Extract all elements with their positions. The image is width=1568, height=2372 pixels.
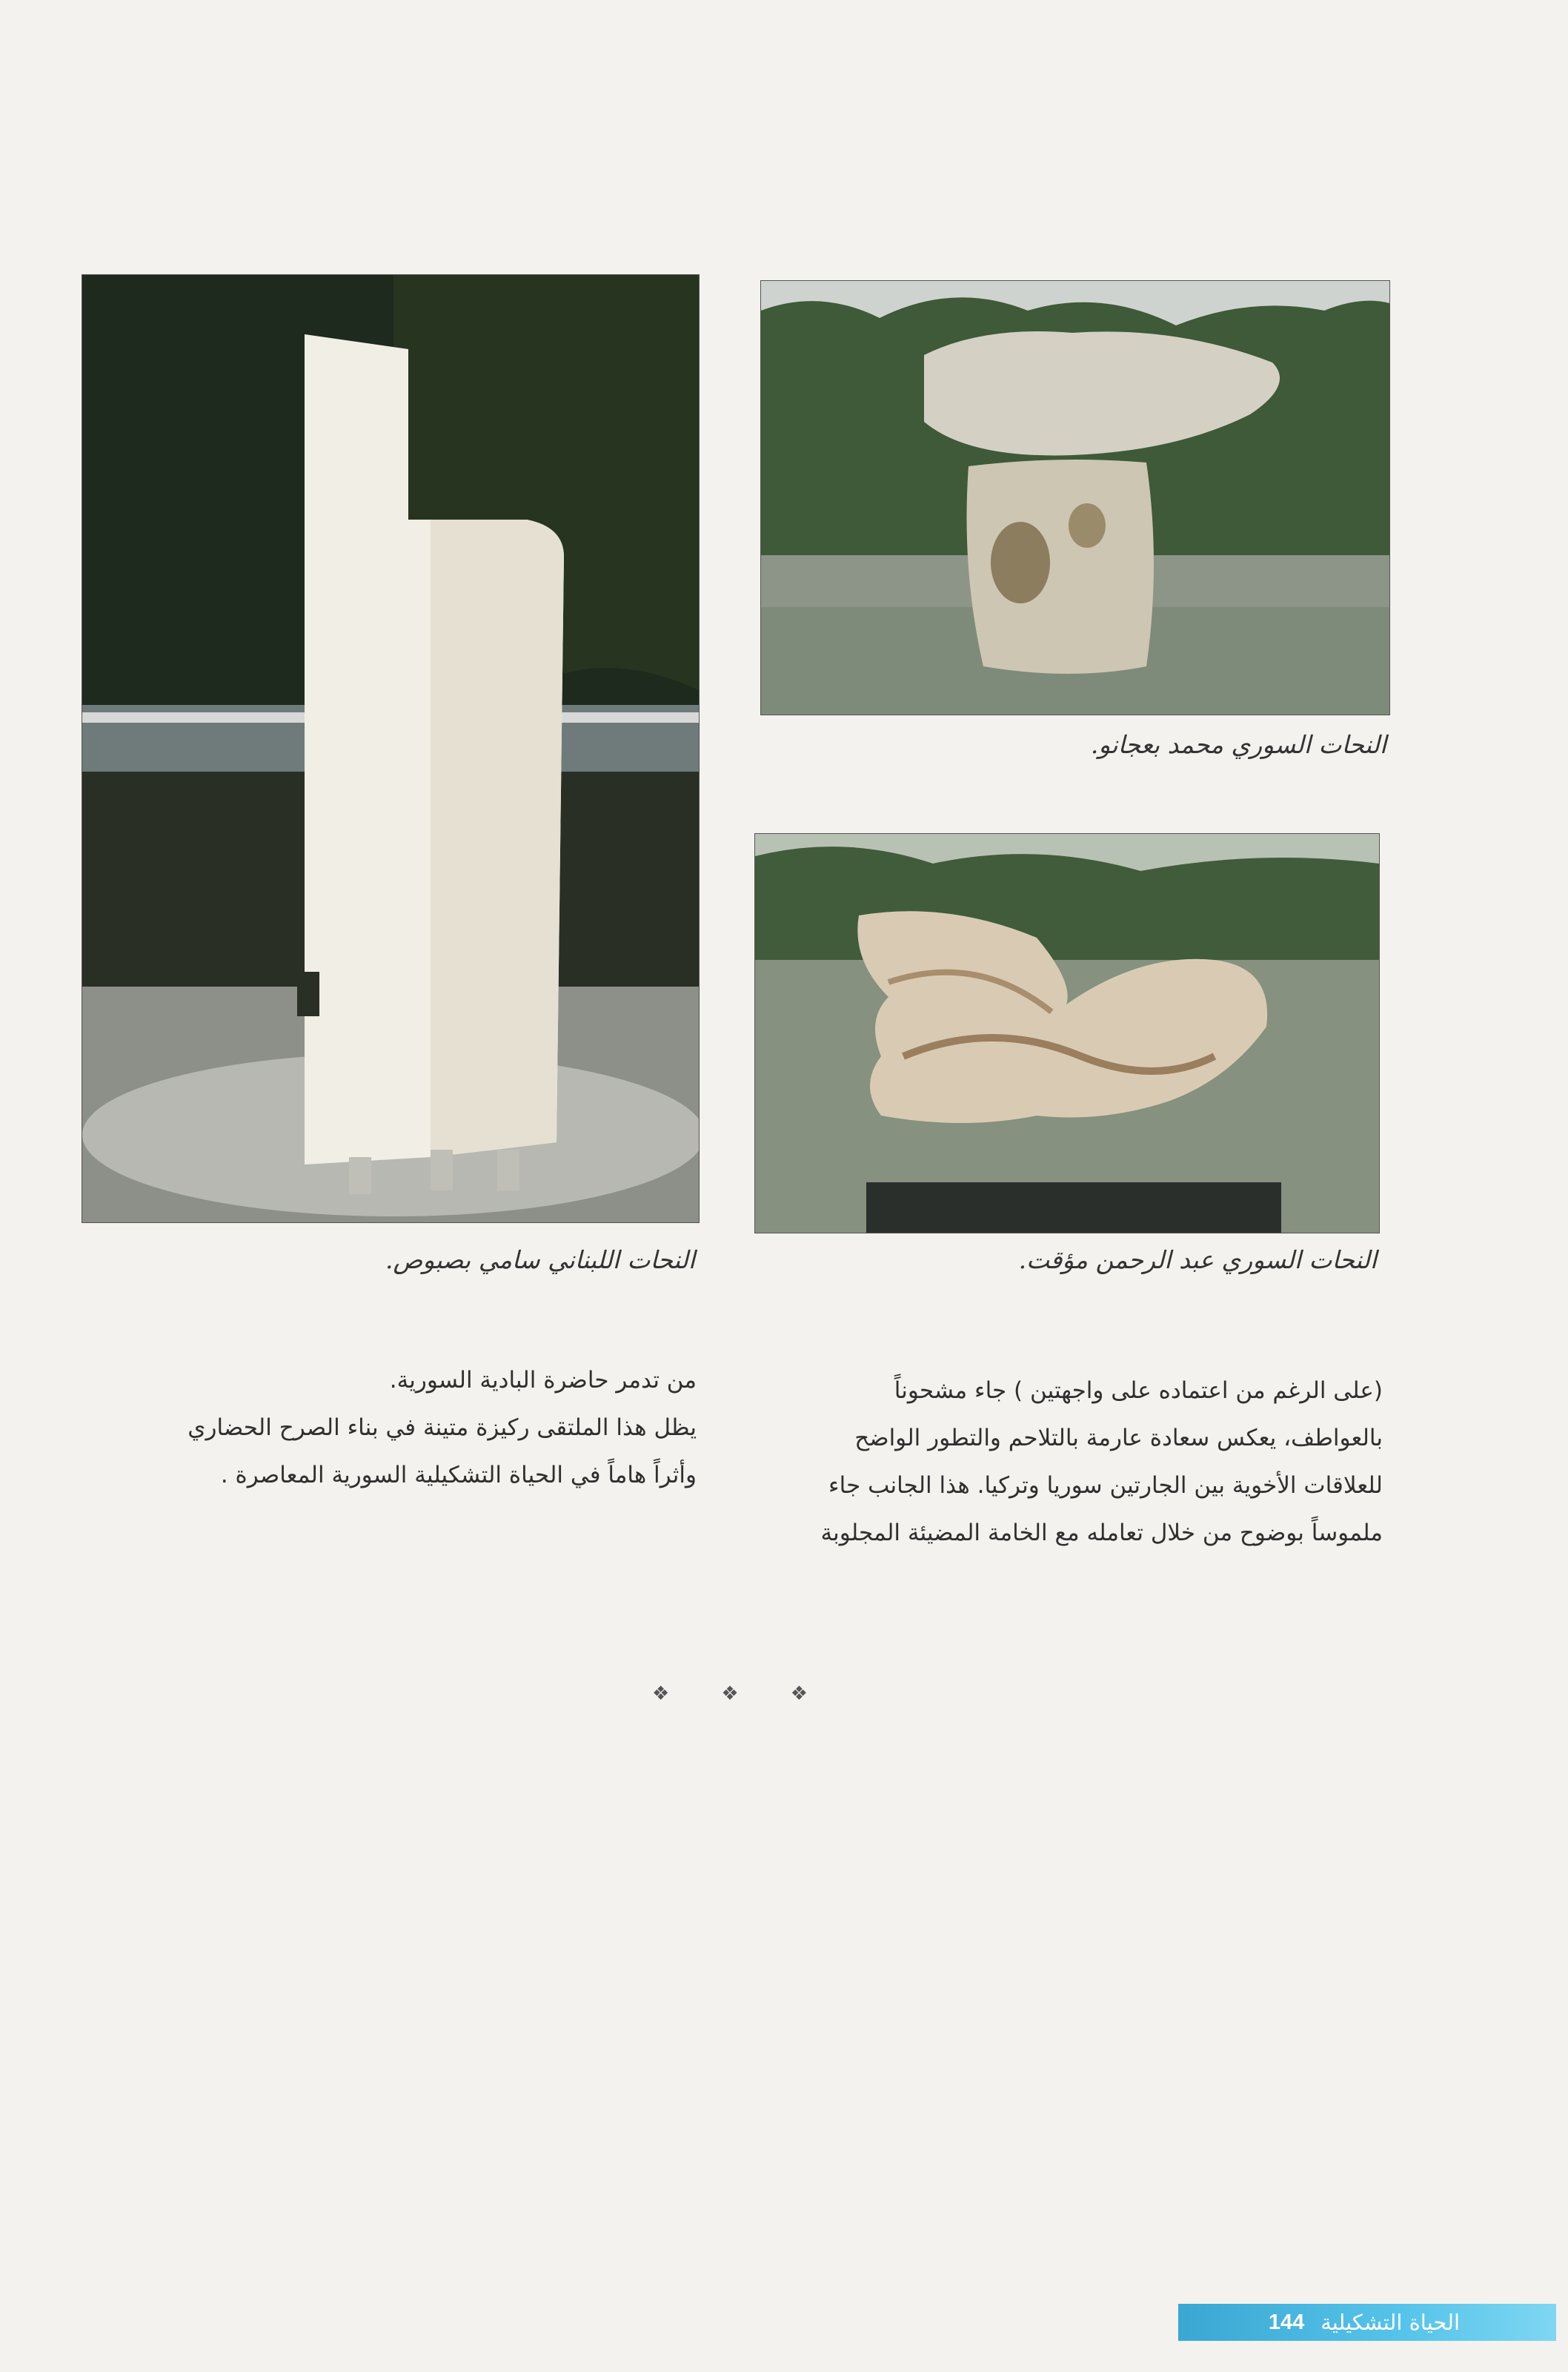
caption-rock-sculpture: النحات السوري محمد بعجانو. — [1090, 730, 1386, 759]
caption-slab-sculpture: النحات اللبناني سامي بصبوص. — [385, 1245, 695, 1274]
section-separator — [652, 1683, 808, 1705]
photo-slab-sculpture — [82, 274, 700, 1223]
article-right-column — [753, 1367, 1383, 1557]
paragraph-line: للعلاقات الأخوية بين الجارتين سوريا وتركيا. هذا الجانب جاء — [828, 1472, 1383, 1499]
caption-wave-sculpture: النحات السوري عبد الرحمن مؤقت. — [1018, 1245, 1377, 1274]
page-number: 144 — [1268, 2310, 1305, 2334]
magazine-title: الحياة التشكيلية — [1320, 2310, 1460, 2335]
paragraph-line: (على الرغم من اعتماده على واجهتين ) جاء مشحوناً — [894, 1377, 1383, 1404]
paragraph-line: وأثراً هاماً في الحياة التشكيلية السورية المعاصرة . — [220, 1462, 697, 1488]
page-footer — [1178, 2304, 1556, 2341]
paragraph-line: من تدمر حاضرة البادية السورية. — [389, 1367, 697, 1394]
ornament-icon: ❖ — [790, 1683, 808, 1705]
photo-rock-sculpture — [760, 280, 1390, 715]
paragraph-line: بالعواطف، يعكس سعادة عارمة بالتلاحم والتطور الواضح — [854, 1425, 1383, 1451]
paragraph-line: يظل هذا الملتقى ركيزة متينة في بناء الصرح الحضاري — [187, 1414, 697, 1441]
article-left-column — [74, 1356, 697, 1499]
paragraph-line: ملموساً بوضوح من خلال تعامله مع الخامة المضيئة المجلوبة — [820, 1520, 1383, 1546]
ornament-icon: ❖ — [652, 1683, 670, 1705]
photo-wave-sculpture — [754, 833, 1380, 1233]
ornament-icon: ❖ — [721, 1683, 739, 1705]
